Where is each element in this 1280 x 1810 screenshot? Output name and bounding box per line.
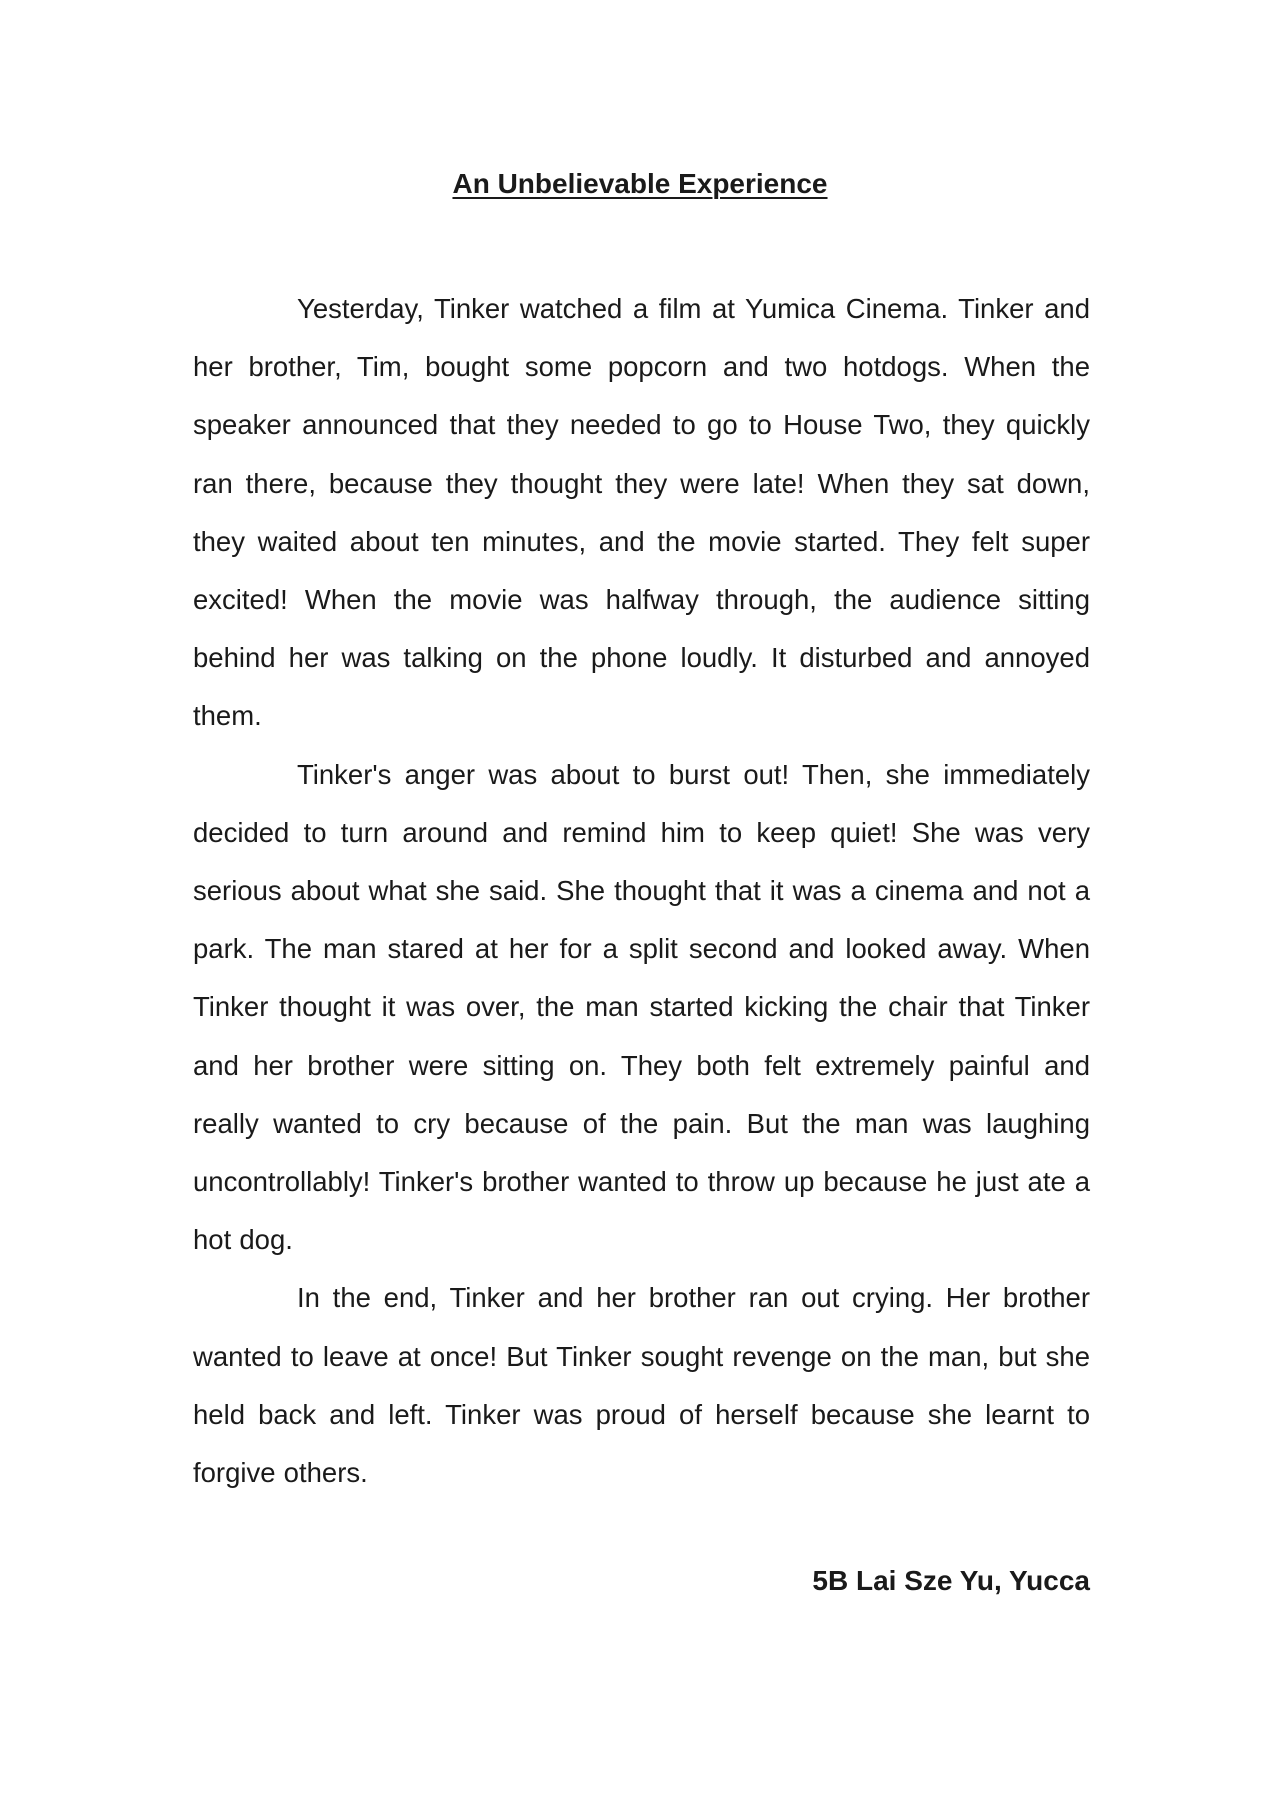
essay-title-text: An Unbelievable Experience <box>452 168 828 199</box>
paragraph-2: Tinker's anger was about to burst out! Then, she immediately decided to turn around and remind him to keep quiet! She was very serious about what she said. She thought that it was a cinema and not a park. The man stared at her for a split second and looked away. When Tinker thought it was over, the man started kicking the chair that Tinker and her brother were sitting on. They both felt extremely painful and really wanted to cry because of the pain. But the man was laughing uncontrollably! Tinker's brother wanted to throw up because he just ate a hot dog. <box>193 758 1090 1256</box>
paragraph-1: Yesterday, Tinker watched a film at Yumica Cinema. Tinker and her brother, Tim, bought some popcorn and two hotdogs. When the speaker announced that they needed to go to House Two, they quickly ran there, because they thought they were late! When they sat down, they waited about ten minutes, and the movie started. They felt super excited! When the movie was halfway through, the audience sitting behind her was talking on the phone loudly. It disturbed and annoyed them. <box>193 293 1090 732</box>
essay-body <box>193 280 1090 1502</box>
paragraph-3: In the end, Tinker and her brother ran out crying. Her brother wanted to leave at once! But Tinker sought revenge on the man, but she held back and left. Tinker was proud of herself because she learnt to forgive others. <box>193 1282 1090 1489</box>
essay-title <box>0 166 1280 202</box>
author-signature: 5B Lai Sze Yu, Yucca <box>812 1565 1090 1596</box>
